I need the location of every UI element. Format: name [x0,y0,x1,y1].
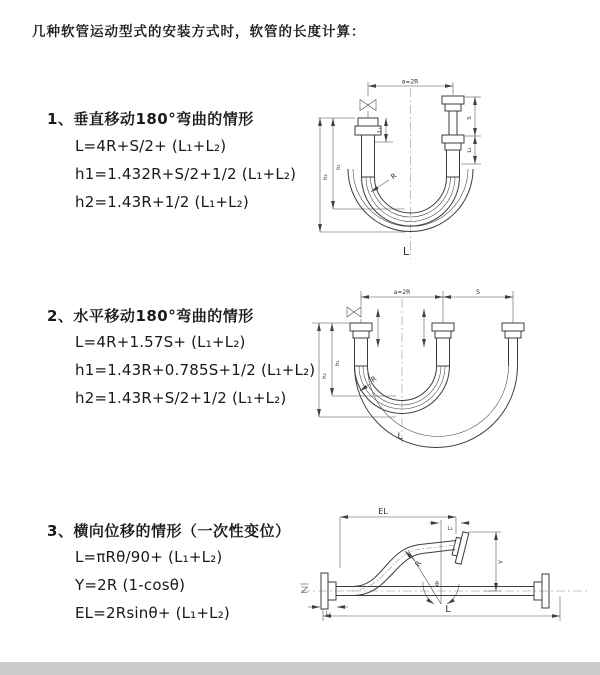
formula-s1-h2: h2=1.43R+1/2 (L₁+L₂) [75,193,249,211]
hose-moved-position [355,366,518,448]
formula-s1-l: L=4R+S/2+ (L₁+L₂) [75,137,227,155]
dim-label-h1: h₁ [336,164,342,170]
dim-label-l2: L₂ [467,147,473,153]
formula-s2-l: L=4R+1.57S+ (L₁+L₂) [75,333,246,351]
fitting-right-moved [502,323,524,366]
section-3-heading: 3、横向位移的情形（一次性变位） [47,522,291,540]
dimension-y [468,532,505,591]
dim-label-s: S [467,116,473,120]
formula-s2-h2: h2=1.43R+S/2+1/2 (L₁+L₂) [75,389,287,407]
formula-s3-y: Y=2R (1-cosθ) [75,576,186,594]
dimension-length [323,596,560,621]
dim-label-r: R [369,374,379,385]
dimension-l2 [429,523,470,532]
flange-upper-right [450,531,468,565]
dim-label-h1: h₁ [335,360,341,366]
dimension-el [340,507,456,568]
dimension-s [461,97,481,164]
dim-label-l1: L₁ [377,127,383,133]
fitting-left [355,118,381,177]
scan-edge [0,662,600,675]
diagram-vertical-180-bend [313,72,588,262]
valve-icon [360,100,376,111]
hose-u-bend [362,177,460,226]
dimension-s [443,289,513,323]
dim-label-theta: θ [435,581,439,588]
formula-s2-h1: h1=1.43R+0.785S+1/2 (L₁+L₂) [75,361,316,379]
dim-label-h2: h₂ [323,174,329,180]
dim-label-a2r: a=2R [393,289,411,296]
dim-label-length: L [397,432,403,442]
dim-label-length: L [402,245,410,258]
dimension-h2 [319,323,396,417]
dim-label-a2r: a=2R [401,78,419,86]
formula-s3-el: EL=2Rsinθ+ (L₁+L₂) [75,604,230,622]
dim-label-y: Y [497,560,505,564]
dim-label-r: R [389,171,399,182]
formula-s3-l: L=πRθ/90+ (L₁+L₂) [75,548,223,566]
section-1-heading: 1、垂直移动180°弯曲的情形 [47,110,254,128]
dim-label-length: L [445,604,451,615]
valve-icon [347,307,361,317]
dim-label-el: EL [378,507,388,516]
diagram-horizontal-180-bend [308,281,598,451]
fitting-middle [432,323,454,366]
fitting-left [350,323,372,366]
dim-label-l2: L₂ [447,526,453,532]
fitting-right [442,96,464,177]
dim-label-r: R [413,559,424,569]
page-title: 几种软管运动型式的安装方式时，软管的长度计算： [32,24,366,40]
hose-s-curve [348,541,456,596]
fitting-length-dims [378,309,424,347]
diagram-lateral-displacement [298,504,598,654]
dim-label-s: S [476,289,480,296]
dim-label-h2: h₂ [322,373,328,379]
section-2-heading: 2、水平移动180°弯曲的情形 [47,307,254,325]
dim-label-l1: L₁ [325,611,332,617]
formula-s1-h1: h1=1.432R+S/2+1/2 (L₁+L₂) [75,165,297,183]
